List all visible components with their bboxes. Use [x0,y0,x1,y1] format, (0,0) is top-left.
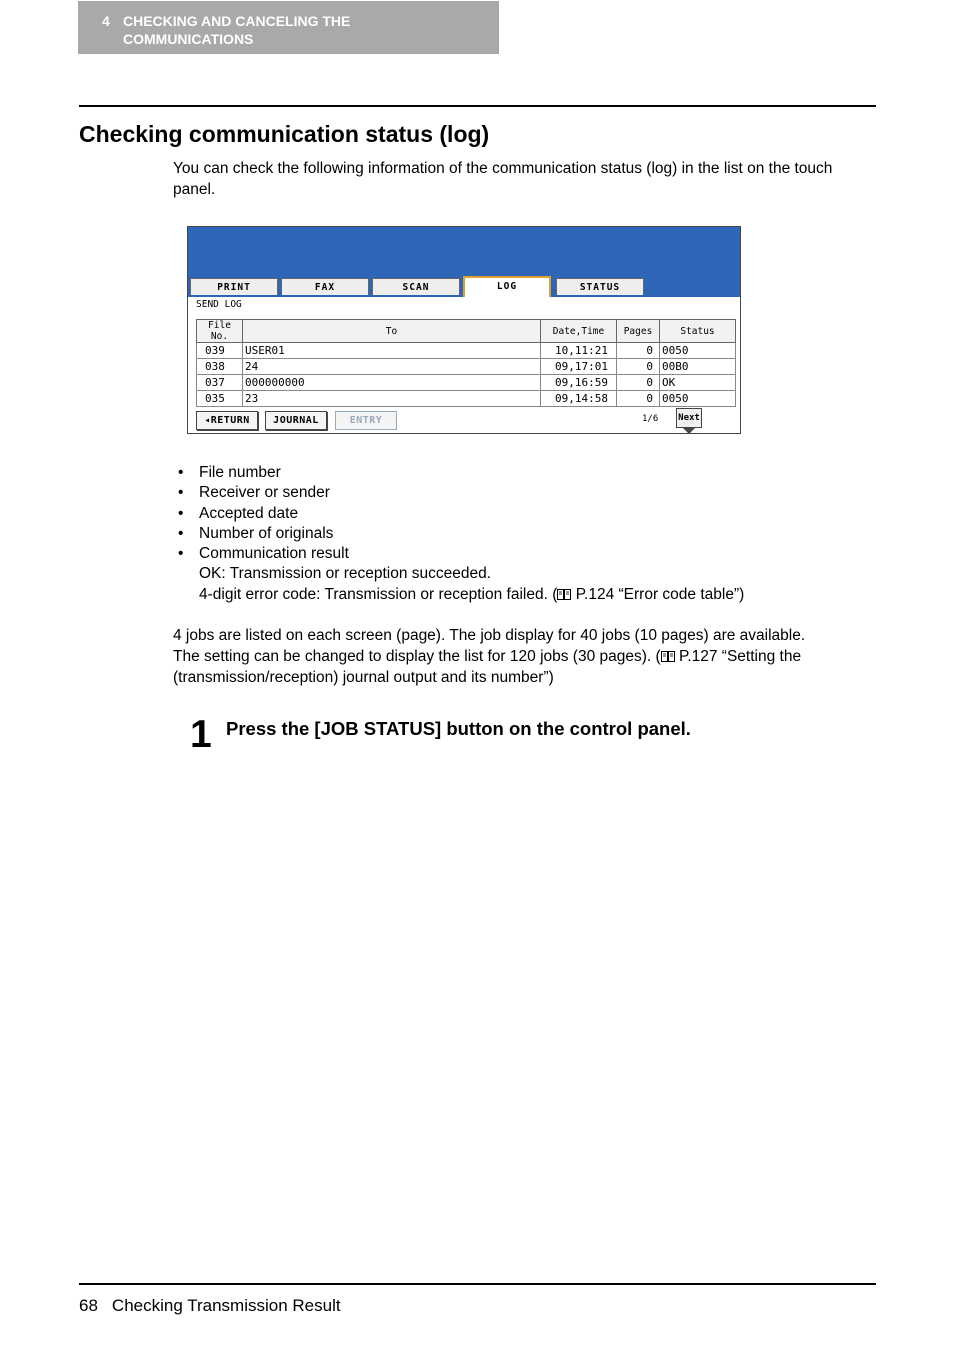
return-button[interactable] [196,411,258,430]
intro-paragraph: You can check the following information of the communication status (log) in the list on the touch panel. [173,160,833,198]
journal-button[interactable]: JOURNAL [265,411,327,430]
journal-setting-link[interactable]: P.127 “Setting the [674,648,802,665]
chapter-number: 4 [102,13,110,29]
entry-button[interactable]: ENTRY [335,411,397,430]
chapter-tab [78,1,499,54]
column-header-file-no: File No. [197,320,243,343]
cell-to: 000000000 [243,375,541,391]
cell-to: 23 [243,391,541,407]
next-arrow-icon [683,428,695,434]
list-item: • Communication result [178,545,349,563]
cell-file-no: 038 [197,359,243,375]
list-item: • Accepted date [178,504,299,522]
list-item: • Number of originals [178,524,334,542]
list-item-text: File number [199,464,281,481]
book-icon [661,651,675,662]
cell-pages: 0 [617,359,660,375]
cell-file-no: 037 [197,375,243,391]
cell-status: 0050 [660,391,736,407]
step-instruction: Press the [JOB STATUS] button on the control panel. [226,718,691,739]
info-bullet-list [173,463,873,605]
table-row[interactable] [197,343,736,359]
table-row[interactable] [197,375,736,391]
book-icon [557,589,571,600]
jobs-paragraph-line [173,646,878,667]
chapter-title: CHECKING AND CANCELING THE COMMUNICATIONS [123,13,351,47]
cell-pages: 0 [617,343,660,359]
list-item: • File number [178,464,281,481]
cell-status: 0050 [660,343,736,359]
column-header-to: To [243,320,541,343]
tab-log[interactable]: LOG [463,276,551,297]
list-item-text: Receiver or sender [199,484,330,502]
jobs-paragraph-text: The setting can be changed to display the list for 120 jobs (30 pages). ( [173,648,661,665]
tab-scan[interactable]: SCAN [372,278,460,295]
cell-date-time: 09,14:58 [541,391,617,407]
table-row[interactable] [197,391,736,407]
cell-status: OK [660,375,736,391]
jobs-paragraph [173,625,878,688]
error-code-table-link[interactable]: P.124 “Error code table”) [571,585,745,603]
send-log-label: SEND LOG [196,299,242,310]
next-button[interactable]: Next [676,408,702,428]
result-error-text: 4-digit error code: Transmission or reception failed. ( [199,585,558,603]
jobs-paragraph-line: 4 jobs are listed on each screen (page). The job display for 40 jobs (10 pages) are available. [173,627,806,644]
tab-status[interactable]: STATUS [556,278,644,295]
result-ok-text: OK: Transmission or reception succeeded. [199,565,492,583]
log-table [196,319,736,407]
page-number: 68 [79,1296,98,1315]
cell-status: 00B0 [660,359,736,375]
result-ok-line [173,564,873,585]
back-arrow-icon: ◂ [204,415,211,426]
cell-pages: 0 [617,391,660,407]
list-item: • Receiver or sender [178,484,330,502]
step-number: 1 [190,713,212,756]
tab-fax[interactable]: FAX [281,278,369,295]
cell-file-no: 035 [197,391,243,407]
section-title: Checking communication status (log) [79,121,490,147]
cell-date-time: 09,16:59 [541,375,617,391]
list-item-text: Communication result [199,545,349,563]
cell-file-no: 039 [197,343,243,359]
cell-pages: 0 [617,375,660,391]
footer-title: Checking Transmission Result [111,1296,341,1315]
return-button-label: RETURN [210,415,250,426]
footer-rule [79,1283,876,1285]
jobs-paragraph-line: (transmission/reception) journal output and its number”) [173,669,554,686]
list-item-text: Number of originals [199,524,334,542]
list-item-text: Accepted date [199,504,299,522]
touch-panel-screenshot [187,226,741,434]
column-header-pages: Pages [617,320,660,343]
cell-to: USER01 [243,343,541,359]
page-footer [79,1295,341,1317]
cell-date-time: 09,17:01 [541,359,617,375]
column-header-status: Status [660,320,736,343]
cell-to: 24 [243,359,541,375]
table-row[interactable] [197,359,736,375]
header-rule [79,105,876,107]
result-error-line [173,585,873,606]
page-indicator: 1/6 [642,414,659,424]
column-header-date-time: Date,Time [541,320,617,343]
panel-footer [196,411,735,433]
cell-date-time: 10,11:21 [541,343,617,359]
tab-print[interactable]: PRINT [190,278,278,295]
